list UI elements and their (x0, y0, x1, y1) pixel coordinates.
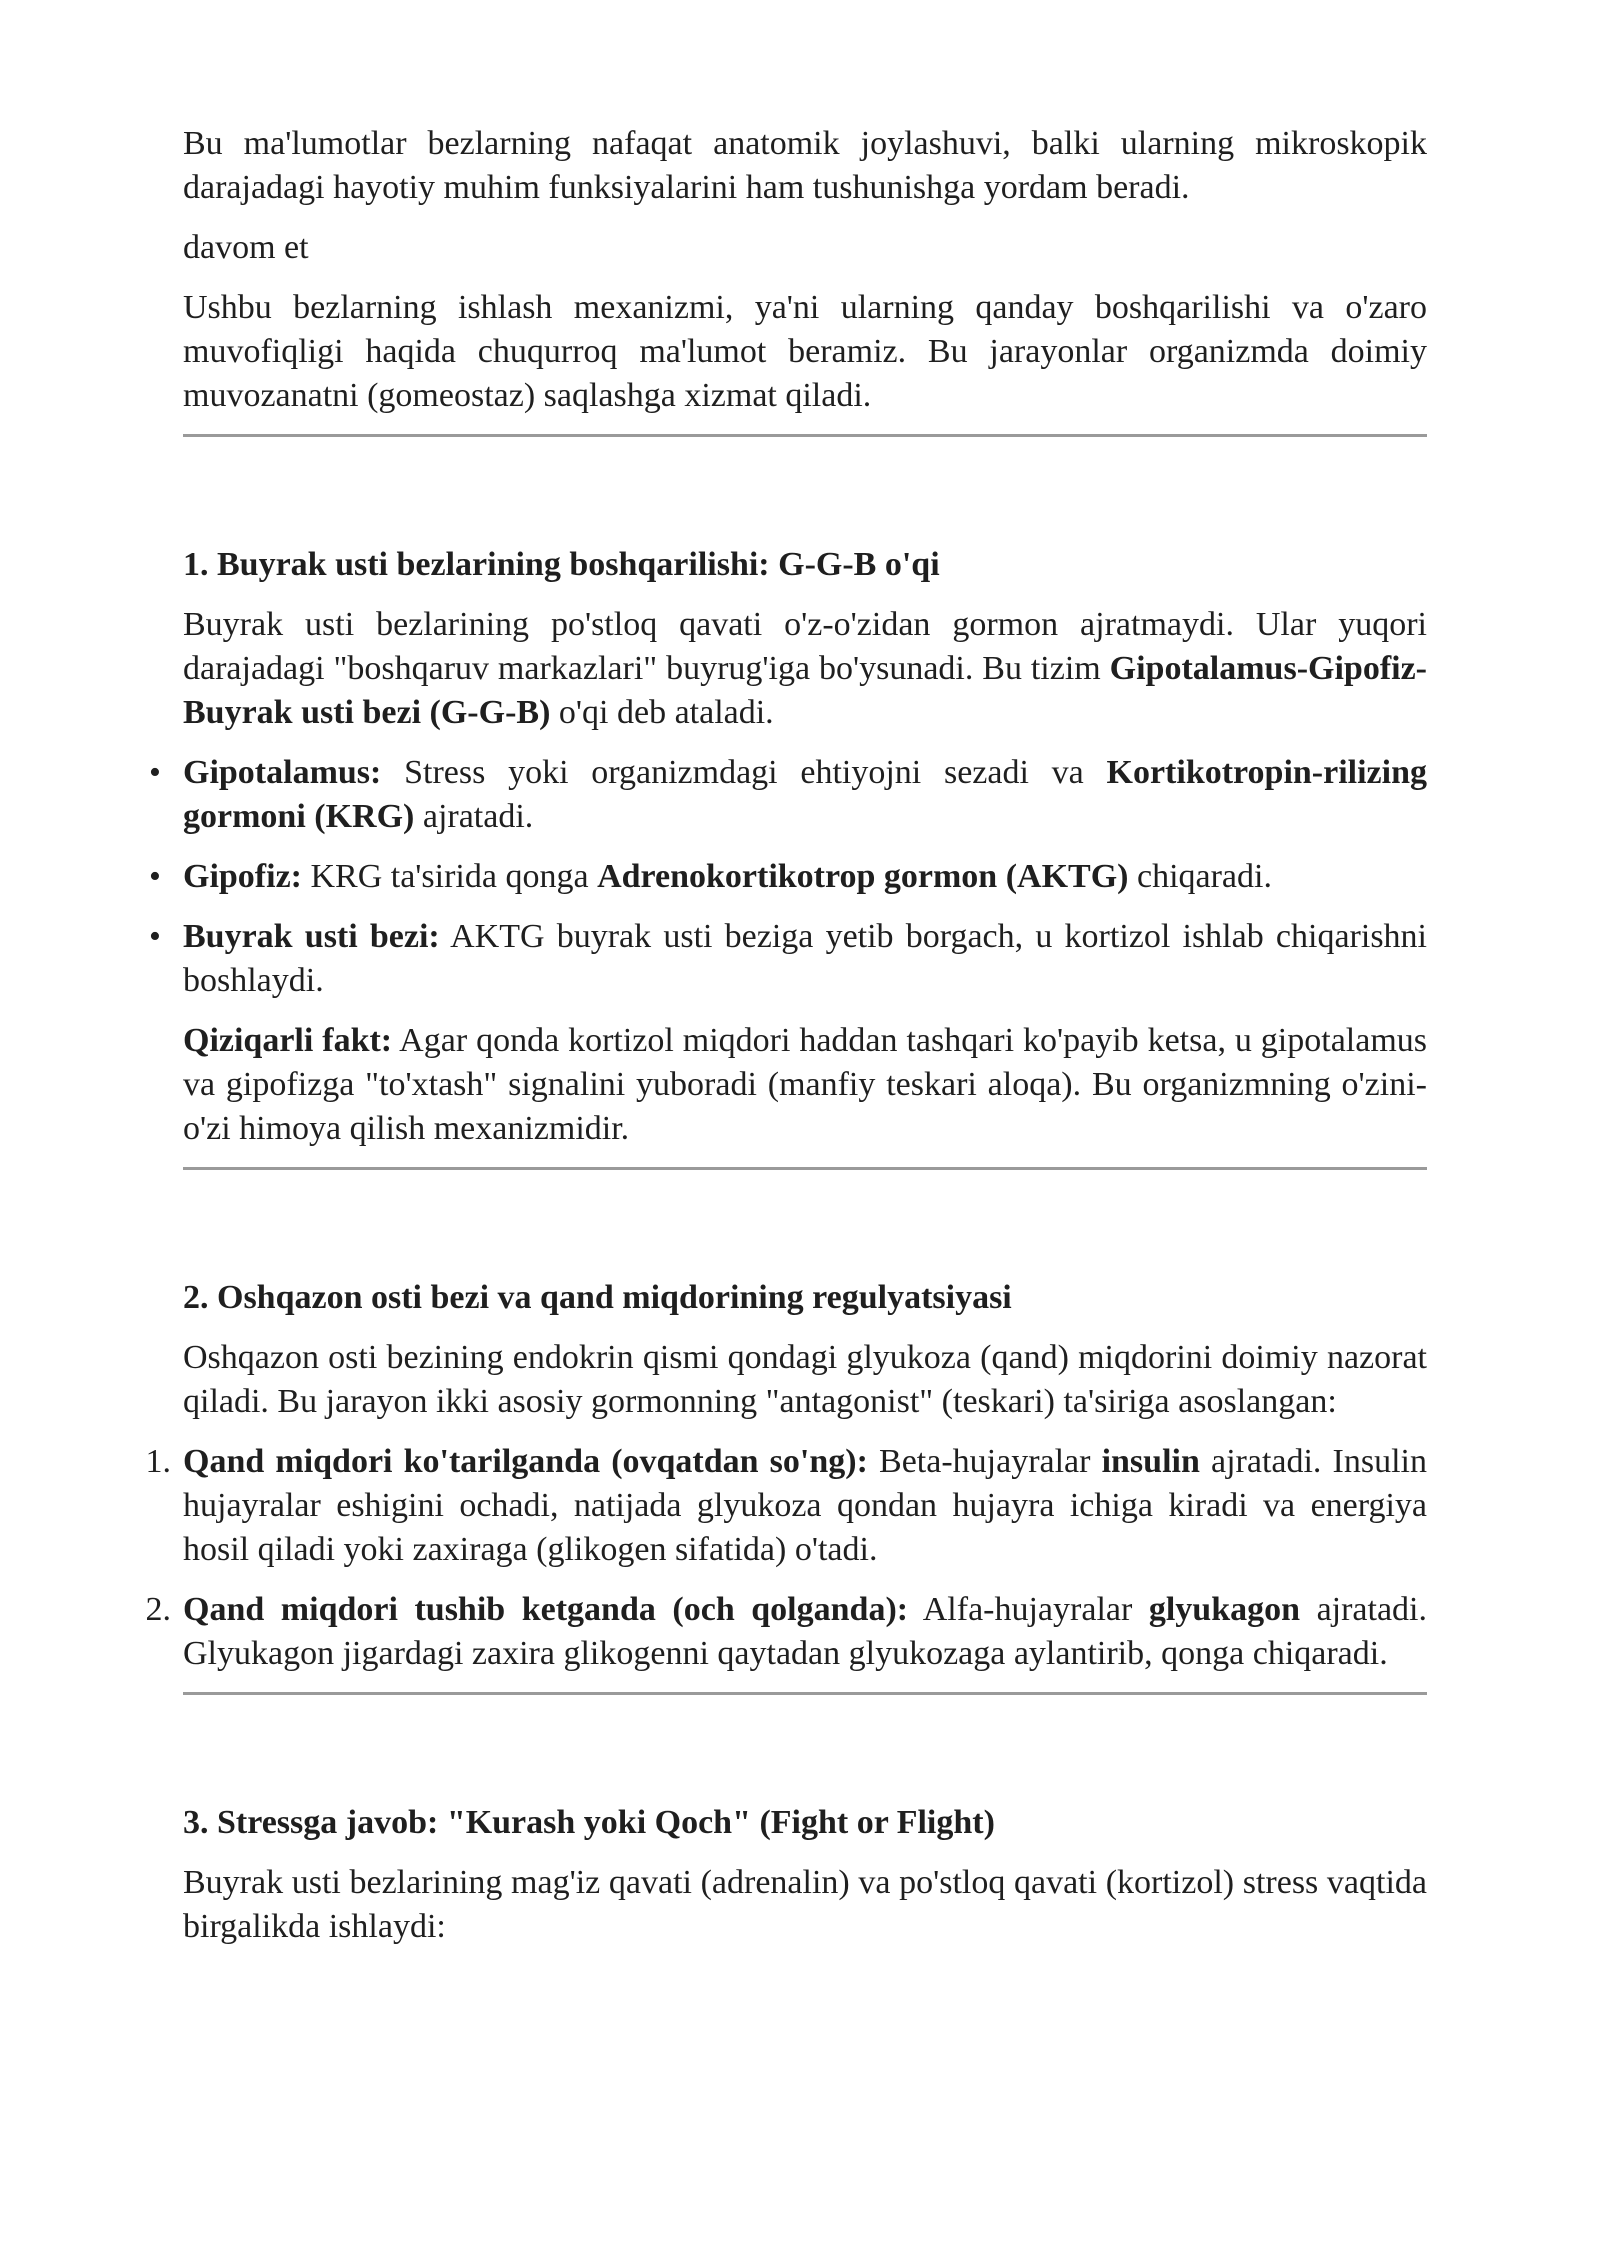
section-3-heading: 3. Stressga javob: "Kurash yoki Qoch" (Fight or Flight) (183, 1804, 995, 1841)
item-text-end: chiqaradi. (1128, 858, 1272, 895)
section-divider (183, 1167, 1427, 1170)
list-item (145, 1440, 1427, 1572)
fun-fact-label: Qiziqarli fakt: (183, 1022, 393, 1059)
fun-fact-text: Agar qonda kortizol miqdori haddan tashqari ko'payib ketsa, u gipotalamus va gipofizga "to'xtash" signalini yuboradi (manfiy teskari aloqa). Bu organizmning o'zini-o'zi himoya qilish mexanizmidir. (183, 1022, 1427, 1147)
item-text: Alfa-hujayralar (908, 1591, 1149, 1628)
item-text: Stress yoki organizmdagi ehtiyojni sezadi va (381, 754, 1107, 791)
section-divider (183, 434, 1427, 437)
item-label: Gipofiz: (183, 858, 302, 895)
item-bold-term: Kortikotropin-rilizing gormoni (KRG) (183, 754, 1427, 835)
intro-summary-paragraph: Ushbu bezlarning ishlash mexanizmi, ya'ni ularning qanday boshqarilishi va o'zaro muvofiqligi haqida chuqurroq ma'lumot beramiz. Bu jarayonlar organizmda doimiy muvozanatni (gomeostaz) saqlashga xizmat qiladi. (183, 289, 1427, 414)
bullet-icon: • (149, 858, 161, 895)
item-text: KRG ta'sirida qonga (301, 858, 598, 895)
item-text: Beta-hujayralar (867, 1443, 1102, 1480)
item-text-end: ajratadi. (414, 798, 534, 835)
section-2-paragraph: Oshqazon osti bezining endokrin qismi qondagi glyukoza (qand) miqdorini doimiy nazorat qiladi. Bu jarayon ikki asosiy gormonning "antagonist" (teskari) ta'siriga asoslangan: (183, 1339, 1427, 1420)
list-item (149, 751, 1427, 839)
continue-prompt: davom et (183, 229, 309, 266)
item-text-end: ajratadi. Glyukagon jigardagi zaxira glikogenni qaytadan glyukozaga aylantirib, qonga chiqaradi. (183, 1591, 1428, 1672)
document-page (145, 122, 1428, 1949)
item-label: Buyrak usti bezi: (183, 918, 440, 955)
item-text-end: ajratadi. Insulin hujayralar eshigini ochadi, natijada glyukoza qondan hujayra ichiga kiradi va energiya hosil qiladi yoki zaxiraga (glikogen sifatida) o'tadi. (183, 1443, 1427, 1568)
section-1-heading: 1. Buyrak usti bezlarining boshqarilishi: G-G-B o'qi (183, 546, 940, 583)
list-number: 2. (145, 1591, 171, 1628)
item-label: Gipotalamus: (183, 754, 382, 791)
list-item (149, 855, 1427, 899)
list-number: 1. (145, 1443, 171, 1480)
item-bold-term: Adrenokortikotrop gormon (AKTG) (597, 858, 1129, 895)
hormone-axis-list (149, 751, 1427, 1003)
section-1-paragraph (183, 603, 1427, 735)
list-item (145, 1588, 1428, 1676)
list-item (149, 915, 1427, 1003)
bullet-icon: • (149, 754, 161, 791)
glucose-regulation-list (145, 1440, 1428, 1676)
section-divider (183, 1692, 1427, 1695)
bullet-icon: • (149, 918, 161, 955)
item-bold-term: glyukagon (1148, 1591, 1301, 1628)
section-1-text: Buyrak usti bezlarining po'stloq qavati o'z-o'zidan gormon ajratmaydi. Ular yuqori darajadagi "boshqaruv markazlari" buyrug'iga bo'ysunadi. Bu tizim (183, 606, 1427, 687)
section-3-paragraph: Buyrak usti bezlarining mag'iz qavati (adrenalin) va po'stloq qavati (kortizol) stress vaqtida birgalikda ishlaydi: (183, 1864, 1427, 1945)
intro-paragraph: Bu ma'lumotlar bezlarning nafaqat anatomik joylashuvi, balki ularning mikroskopik darajadagi hayotiy muhim funksiyalarini ham tushunishga yordam beradi. (183, 125, 1427, 206)
item-label: Qand miqdori ko'tarilganda (ovqatdan so'ng): (183, 1443, 868, 1480)
fun-fact-paragraph (183, 1019, 1427, 1151)
section-1-bold-term: Gipotalamus-Gipofiz-Buyrak usti bezi (G-G-B) (183, 650, 1427, 731)
item-bold-term: insulin (1101, 1443, 1200, 1480)
item-text: AKTG buyrak usti beziga yetib borgach, u kortizol ishlab chiqarishni boshlaydi. (183, 918, 1427, 999)
item-label: Qand miqdori tushib ketganda (och qolganda): (183, 1591, 909, 1628)
section-1-text-end: o'qi deb ataladi. (550, 694, 774, 731)
section-2-heading: 2. Oshqazon osti bezi va qand miqdorining regulyatsiyasi (183, 1279, 1012, 1316)
